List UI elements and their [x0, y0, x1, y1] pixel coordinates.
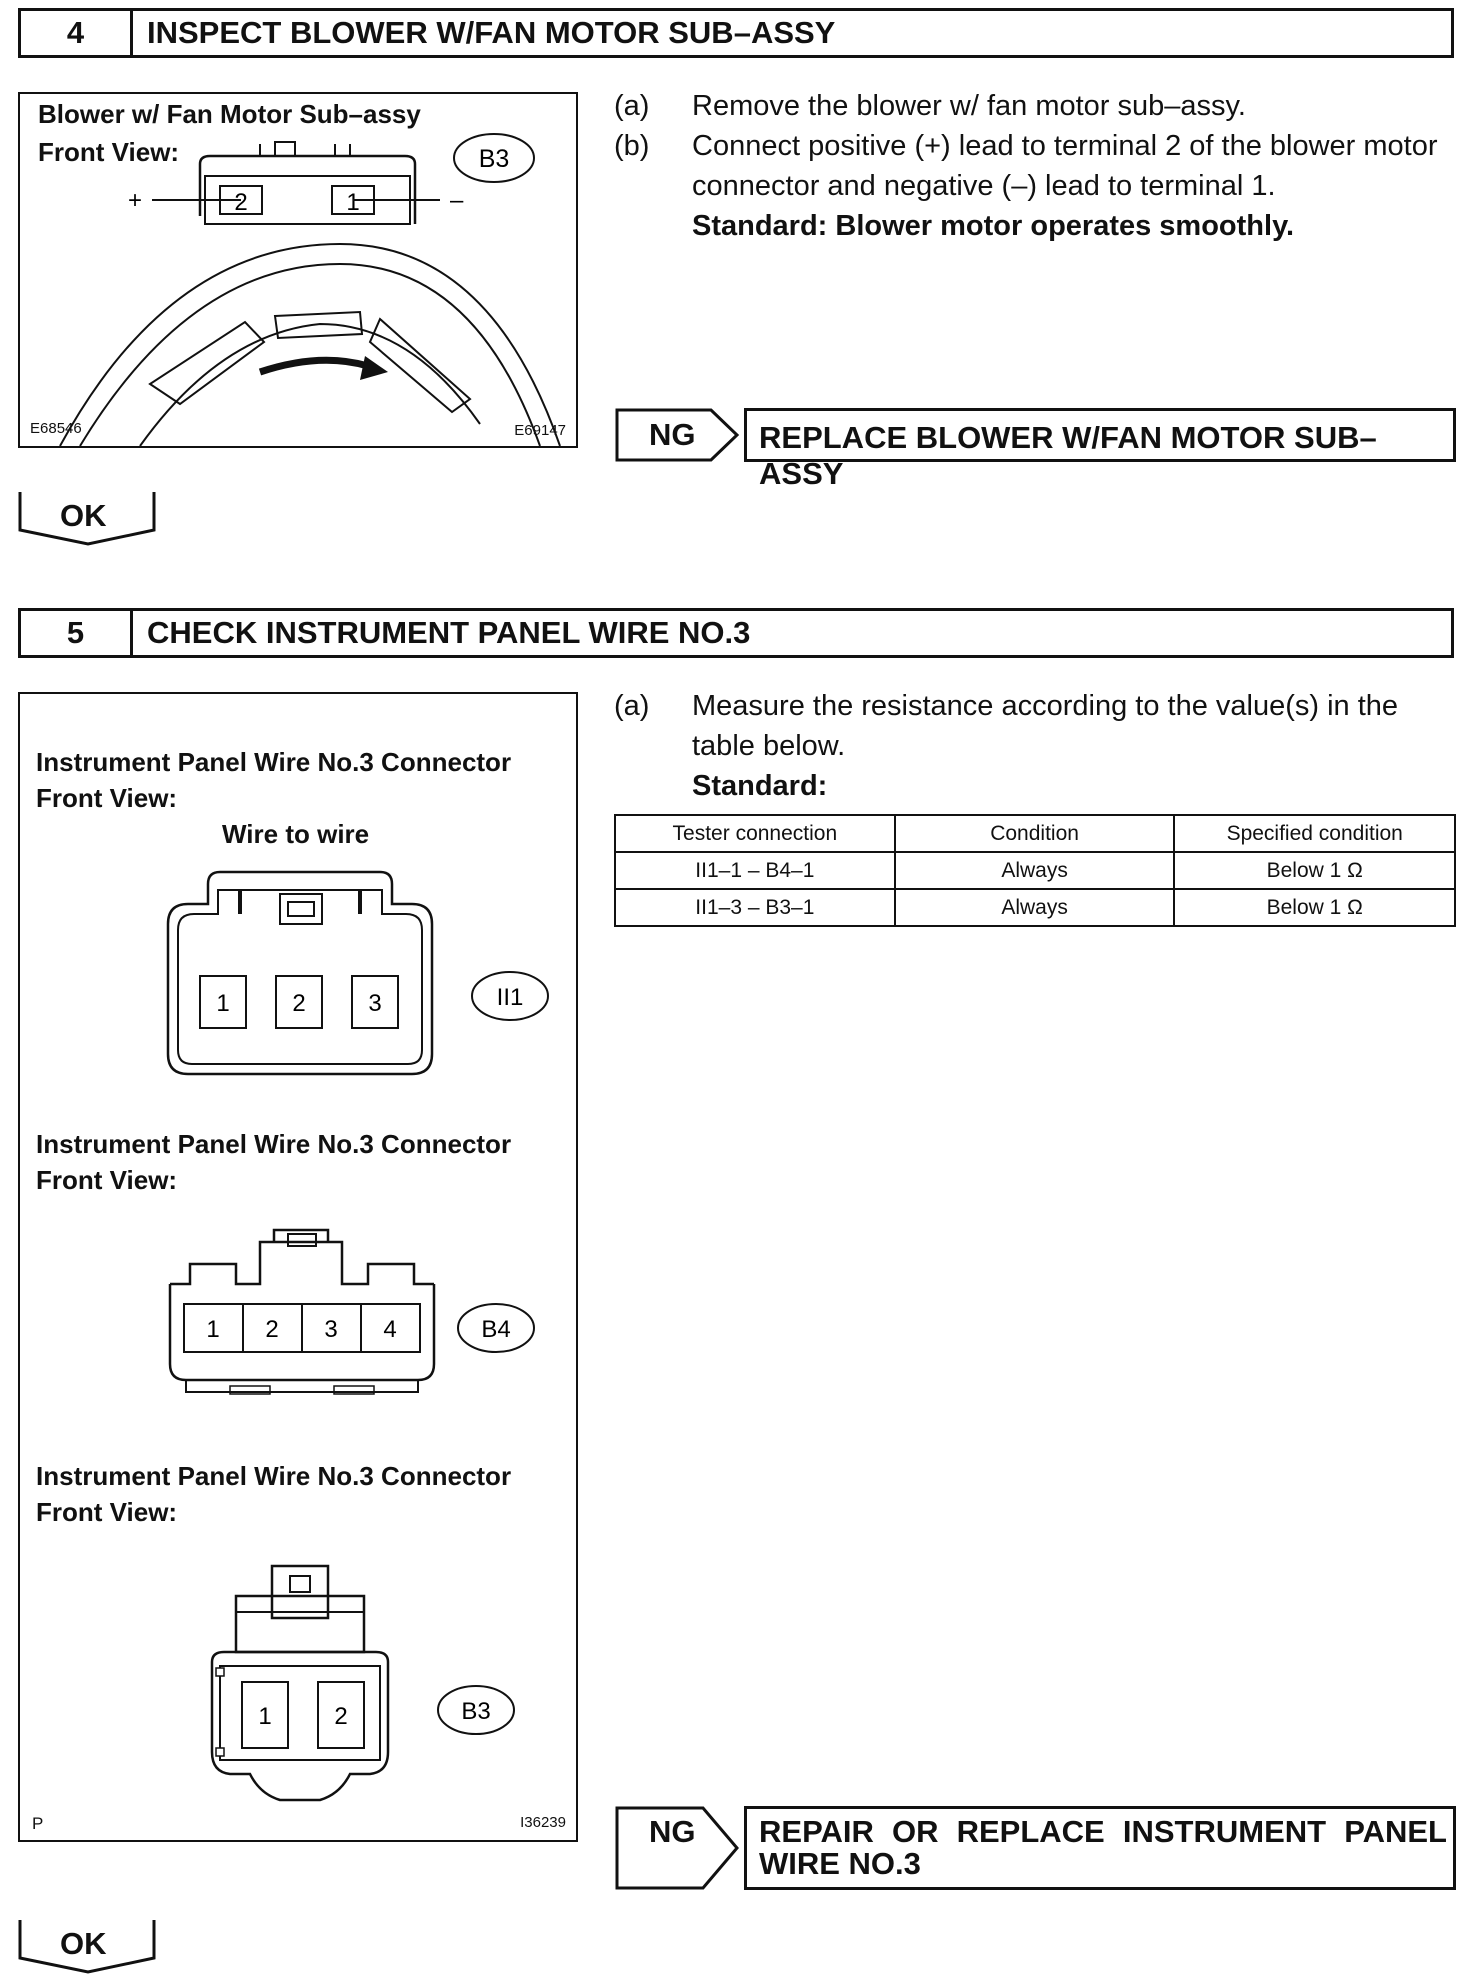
- connector-b4-title: Instrument Panel Wire No.3 Connector: [36, 1129, 512, 1159]
- step4-ng-tag: [615, 408, 740, 462]
- step4-ok-label: OK: [60, 498, 107, 533]
- step-label: (a): [614, 90, 650, 122]
- b4-label: B4: [481, 1316, 511, 1343]
- step4-ng-action-text: REPLACE BLOWER W/FAN MOTOR SUB–ASSY: [759, 420, 1377, 491]
- b4-terminal-3-label: 3: [324, 1316, 338, 1343]
- table-header-cell: Specified condition: [1174, 815, 1455, 852]
- table-row: [615, 889, 1455, 926]
- blower-diagram-code-right: E69147: [514, 422, 566, 439]
- step4-number: 4: [21, 11, 133, 55]
- step4-ok-tag: [18, 490, 158, 546]
- step5-ng-action-line2: WIRE NO.3: [759, 1846, 921, 1881]
- step4-standard: Standard: Blower motor operates smoothly.: [692, 210, 1295, 242]
- step4-ng-action: [744, 408, 1456, 491]
- blower-terminal-2-label: 2: [234, 189, 248, 216]
- ii1-terminal-2-label: 2: [292, 990, 306, 1017]
- step4-title: INSPECT BLOWER W/FAN MOTOR SUB–ASSY: [147, 15, 836, 50]
- b3-terminal-1-label: 1: [258, 1703, 272, 1730]
- step-text: Remove the blower w/ fan motor sub–assy.: [692, 90, 1246, 122]
- connector-ii1-drawing: [20, 854, 576, 1084]
- step5-ok-label: OK: [60, 1926, 107, 1961]
- b3-label: B3: [461, 1698, 491, 1725]
- negative-lead-sign: –: [450, 187, 464, 214]
- table-row: [615, 852, 1455, 889]
- b3-terminal-2-label: 2: [334, 1703, 348, 1730]
- connectors-diagram-code-left: P: [32, 1814, 44, 1833]
- connector-b3-title: Instrument Panel Wire No.3 Connector: [36, 1461, 512, 1491]
- step-label: (b): [614, 130, 650, 162]
- step5-ng-action: [744, 1806, 1456, 1890]
- positive-lead-sign: +: [128, 187, 143, 214]
- connector-b4-view: Front View:: [36, 1165, 178, 1195]
- step5-ng-label: NG: [649, 1814, 696, 1849]
- ii1-label: II1: [496, 984, 524, 1011]
- table-cell: Always: [895, 889, 1175, 926]
- step-text: connector and negative (–) lead to terminal 1.: [692, 170, 1276, 202]
- connector-b3-view: Front View:: [36, 1497, 178, 1527]
- table-cell: Always: [895, 852, 1175, 889]
- blower-diagram-view: Front View:: [38, 137, 180, 167]
- step4-header: [18, 8, 1454, 58]
- b4-terminal-2-label: 2: [265, 1316, 279, 1343]
- step5-ng-tag: [615, 1806, 740, 1890]
- blower-diagram-code-left: E68546: [30, 420, 82, 437]
- step-text: Connect positive (+) lead to terminal 2 of the blower motor: [692, 130, 1438, 162]
- step5-title: CHECK INSTRUMENT PANEL WIRE NO.3: [147, 615, 751, 650]
- ii1-terminal-1-label: 1: [216, 990, 230, 1017]
- table-cell: II1–3 – B3–1: [615, 889, 895, 926]
- blower-connector-label: B3: [478, 145, 510, 173]
- connector-ii1-subtitle: Wire to wire: [222, 819, 370, 849]
- table-cell: Below 1 Ω: [1174, 852, 1455, 889]
- connector-ii1-title: Instrument Panel Wire No.3 Connector: [36, 747, 512, 777]
- step5-standard: Standard:: [692, 770, 828, 802]
- connector-b3-drawing: [20, 1562, 576, 1812]
- blower-terminal-1-label: 1: [346, 189, 360, 216]
- ii1-terminal-3-label: 3: [368, 990, 382, 1017]
- connector-b4-drawing: [20, 1224, 576, 1404]
- step5-number: 5: [21, 611, 133, 655]
- blower-motor-drawing: [20, 94, 576, 446]
- blower-diagram-title: Blower w/ Fan Motor Sub–assy: [38, 99, 421, 129]
- b4-terminal-1-label: 1: [206, 1316, 220, 1343]
- step5-ok-tag: [18, 1918, 158, 1974]
- step-text: Measure the resistance according to the value(s) in the: [692, 690, 1399, 722]
- table-cell: II1–1 – B4–1: [615, 852, 895, 889]
- resistance-spec-table: [614, 814, 1456, 927]
- table-header-cell: Tester connection: [615, 815, 895, 852]
- connector-ii1-view: Front View:: [36, 783, 178, 813]
- b4-terminal-4-label: 4: [383, 1316, 397, 1343]
- step5-ng-action-line1: REPAIR OR REPLACE INSTRUMENT PANEL: [759, 1814, 1447, 1849]
- table-header-row: [615, 815, 1455, 852]
- connectors-diagram-panel: [18, 692, 578, 1842]
- step-label: (a): [614, 690, 650, 722]
- step-text: table below.: [692, 730, 846, 762]
- blower-diagram-panel: [18, 92, 578, 448]
- connectors-diagram-code-right: I36239: [520, 1814, 566, 1831]
- step4-ng-label: NG: [649, 417, 696, 452]
- table-header-cell: Condition: [895, 815, 1175, 852]
- table-cell: Below 1 Ω: [1174, 889, 1455, 926]
- step5-header: [18, 608, 1454, 658]
